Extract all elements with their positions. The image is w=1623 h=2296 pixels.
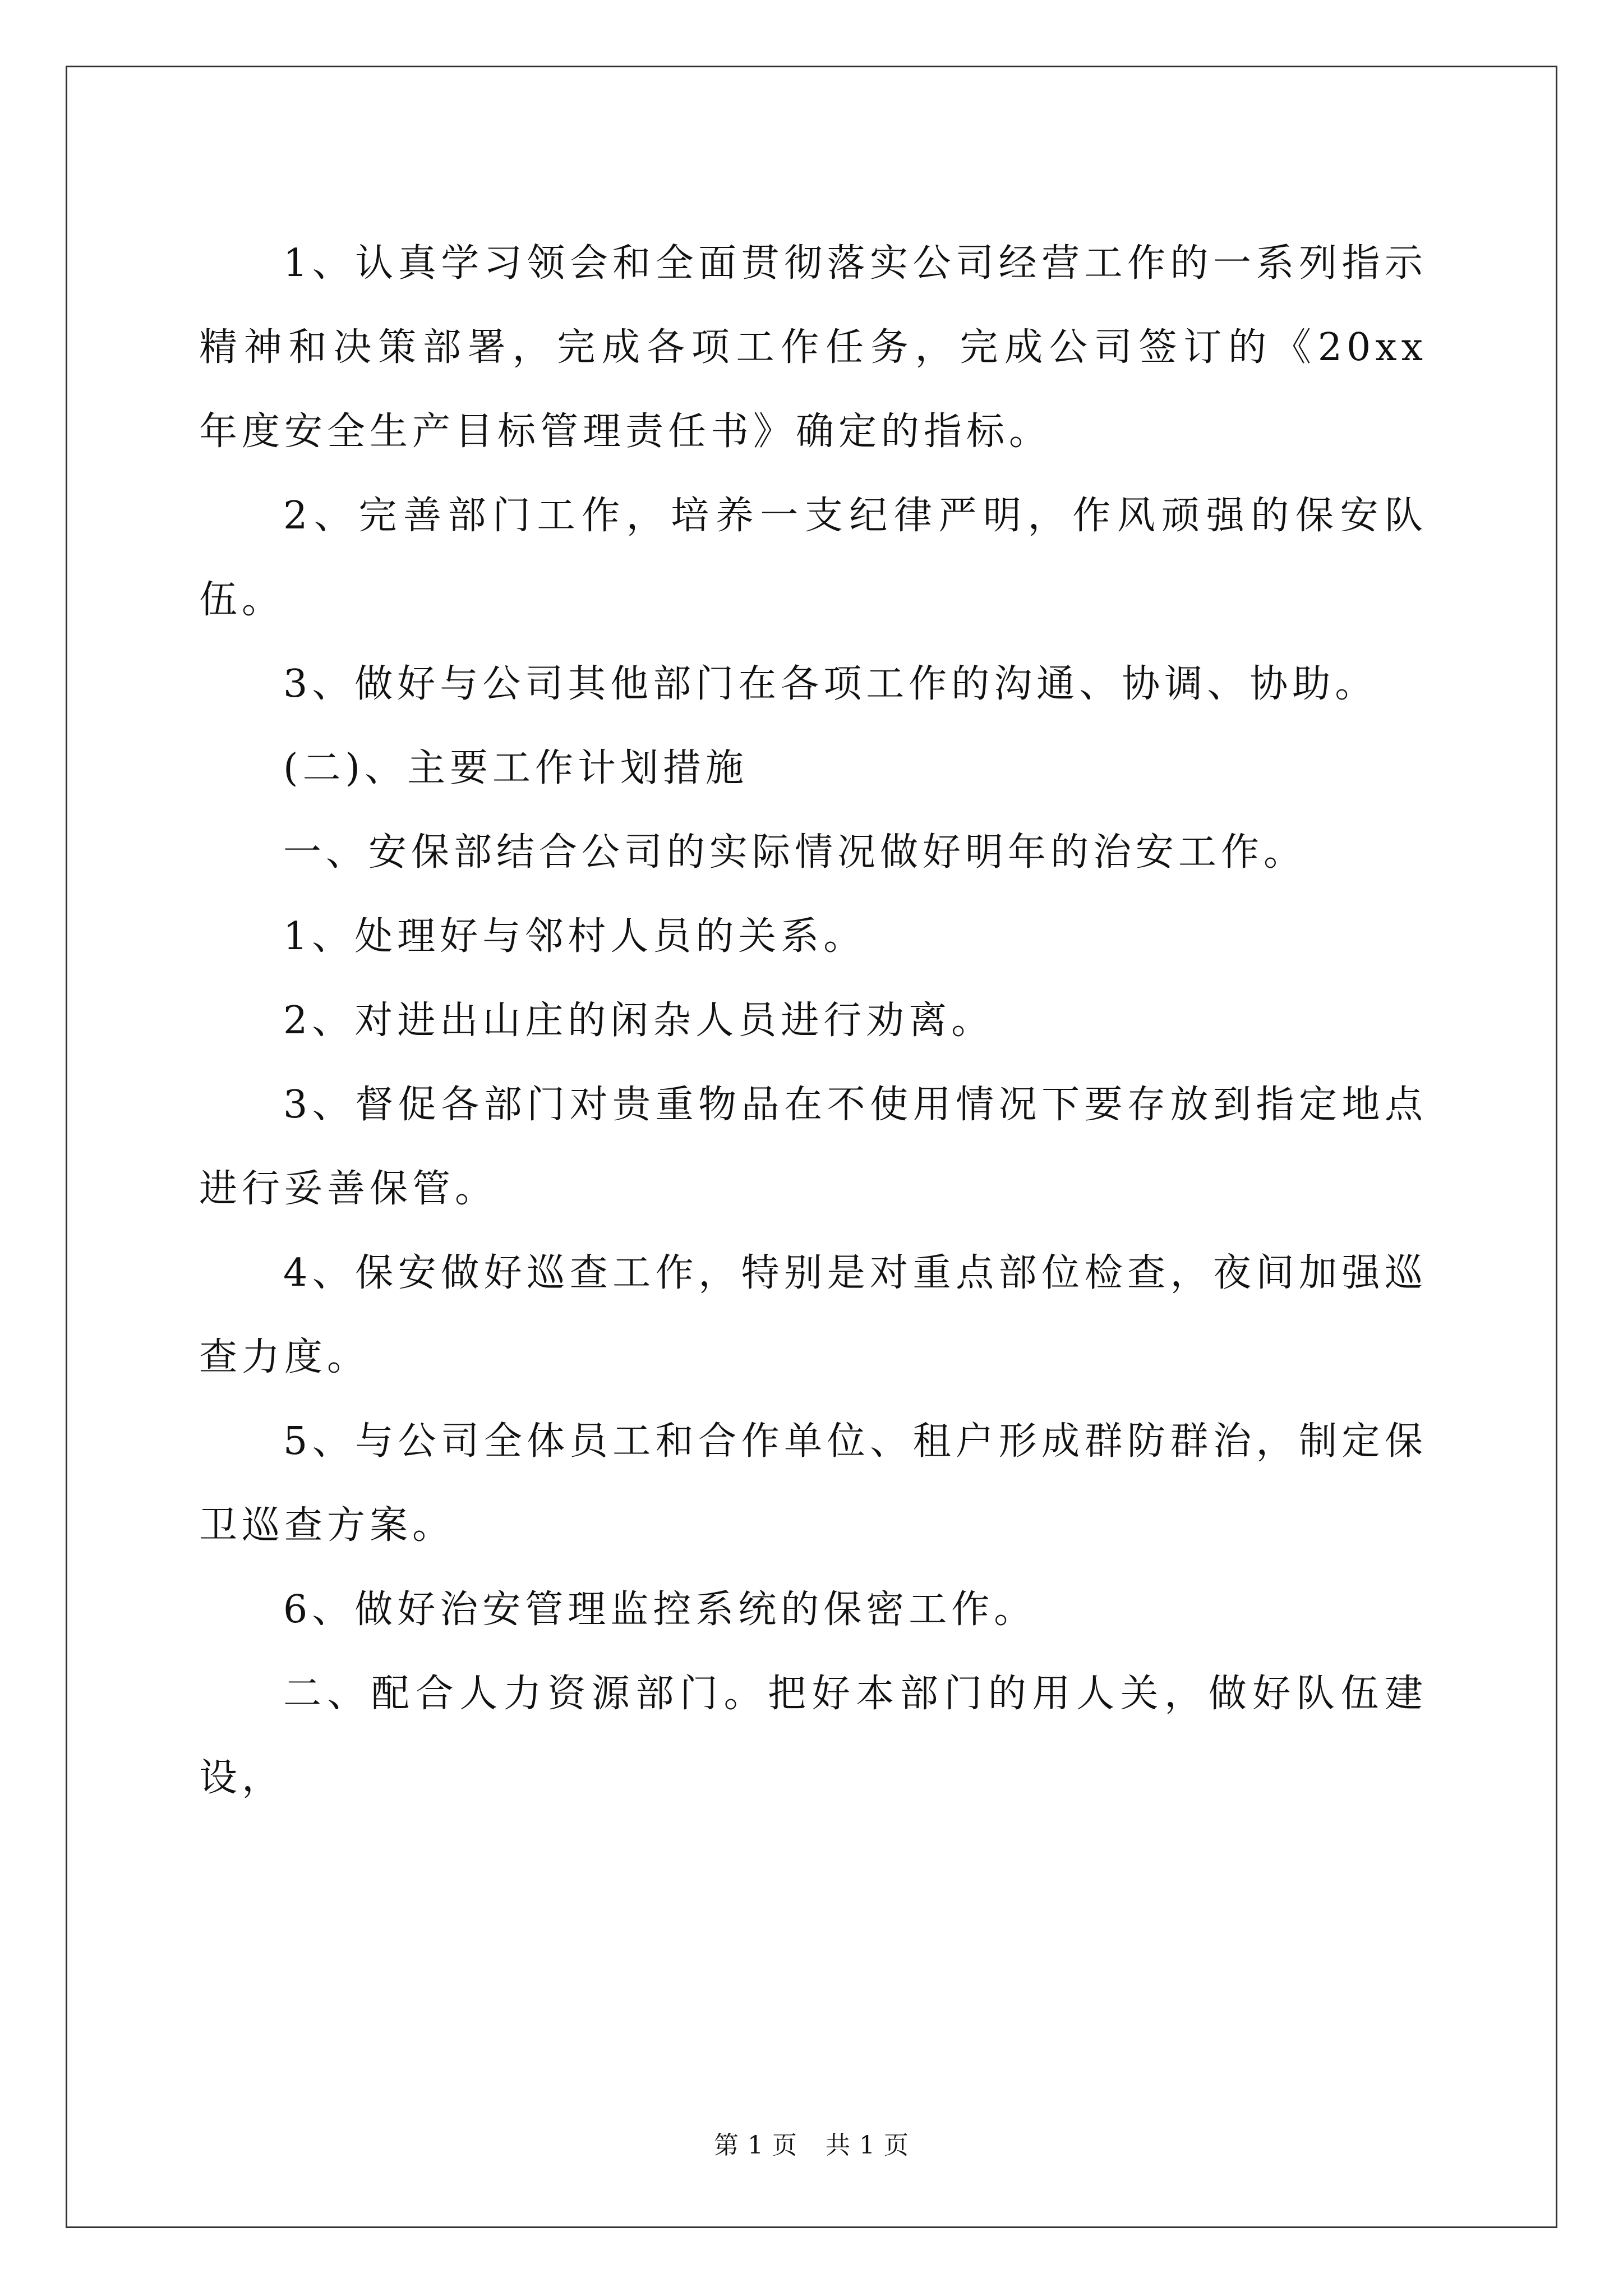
paragraph-3: 3、做好与公司其他部门在各项工作的沟通、协调、协助。 (283, 662, 1378, 706)
paragraph-12: 二、配合人力资源部门。把好本部门的用人关，做好队伍建设， (199, 1672, 1427, 1800)
paragraph-11: 6、做好治安管理监控系统的保密工作。 (283, 1588, 1037, 1632)
page-footer (0, 2129, 1623, 2162)
document-body (199, 222, 1427, 1820)
paragraph-2: 2、完善部门工作，培养一支纪律严明，作风顽强的保安队伍。 (199, 494, 1427, 622)
paragraph-9: 4、保安做好巡查工作，特别是对重点部位检查，夜间加强巡查力度。 (199, 1251, 1427, 1379)
paragraph-5: 一、安保部结合公司的实际情况做好明年的治安工作。 (283, 830, 1307, 875)
paragraph-8: 3、督促各部门对贵重物品在不使用情况下要存放到指定地点进行妥善保管。 (199, 1083, 1427, 1211)
section-heading: (二)、主要工作计划措施 (283, 746, 749, 790)
page-total: 共 1 页 (826, 2131, 909, 2160)
page-number: 第 1 页 (714, 2131, 797, 2160)
paragraph-7: 2、对进出山庄的闲杂人员进行劝离。 (283, 999, 994, 1043)
paragraph-1: 1、认真学习领会和全面贯彻落实公司经营工作的一系列指示精神和决策部署，完成各项工作任务，完成公司签订的《20xx 年度安全生产目标管理责任书》确定的指标。 (199, 241, 1427, 454)
paragraph-6: 1、处理好与邻村人员的关系。 (283, 914, 866, 959)
paragraph-10: 5、与公司全体员工和合作单位、租户形成群防群治，制定保卫巡查方案。 (199, 1419, 1427, 1548)
